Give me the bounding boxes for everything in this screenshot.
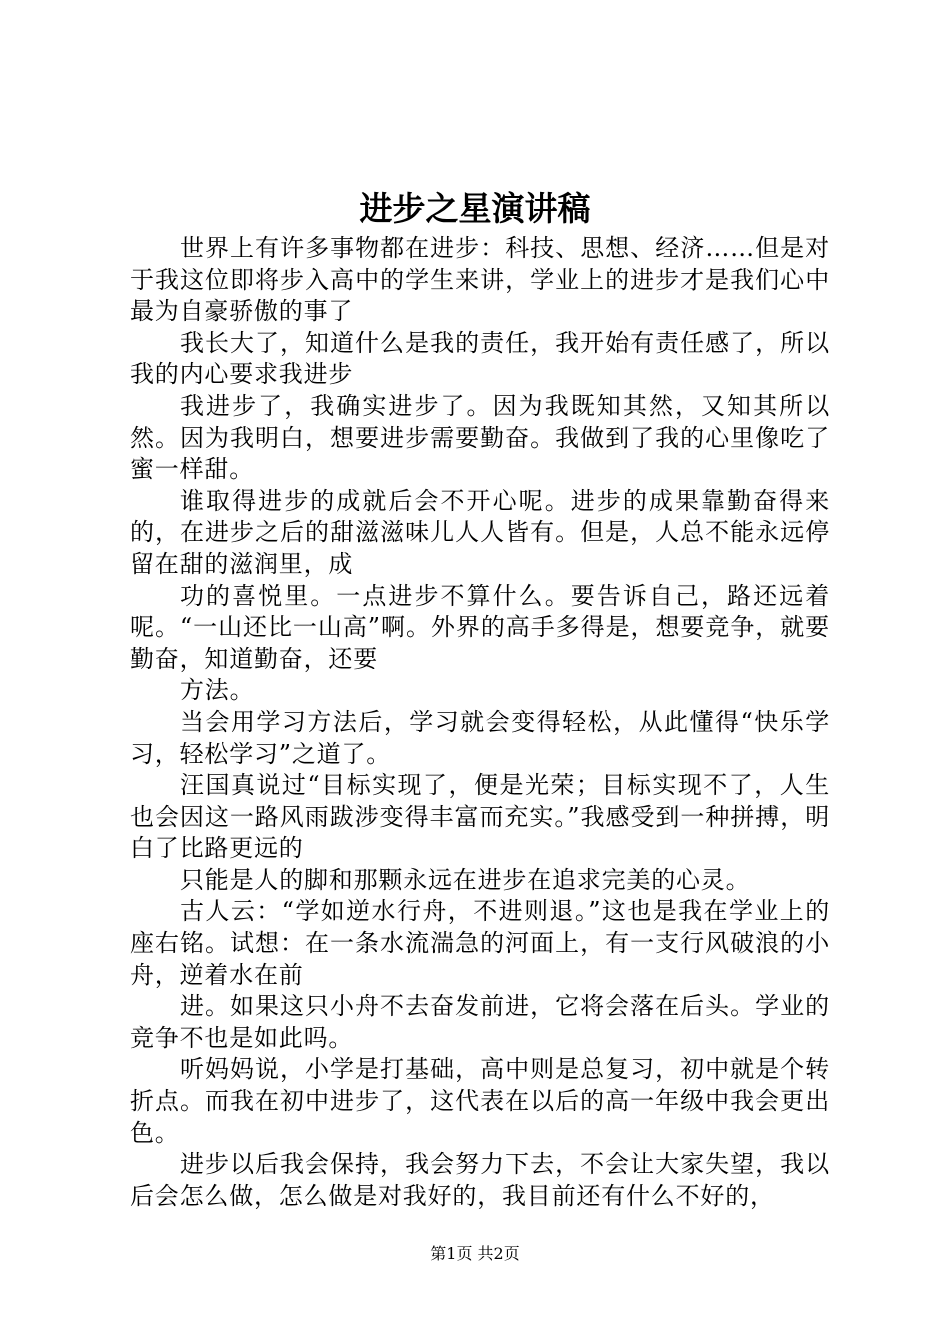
paragraph: 只能是人的脚和那颗永远在进步在追求完美的心灵。	[180, 865, 751, 894]
paragraph: 进。如果这只小舟不去奋发前进，它将会落在后头。学业的竞争不也是如此吗。	[130, 992, 830, 1052]
paragraph: 古人云：“学如逆水行舟，不进则退。”这也是我在学业上的座右铭。试想：在一条水流湍急的河面上，有一支行风破浪的小舟，逆着水在前	[130, 897, 830, 989]
document-body	[130, 233, 830, 1212]
page-number-indicator: 第1页 共2页	[430, 1244, 520, 1263]
paragraph: 我进步了，我确实进步了。因为我既知其然，又知其所以然。因为我明白，想要进步需要勤奋。我做到了我的心里像吃了蜜一样甜。	[130, 391, 830, 484]
paragraph: 方法。	[180, 676, 255, 705]
page-footer	[0, 1243, 950, 1265]
paragraph: 世界上有许多事物都在进步：科技、思想、经济……但是对于我这位即将步入高中的学生来讲，学业上的进步才是我们心中最为自豪骄傲的事了	[130, 234, 830, 326]
paragraph: 进步以后我会保持，我会努力下去，不会让大家失望，我以后会怎么做，怎么做是对我好的，我目前还有什么不好的，	[130, 1150, 830, 1210]
paragraph: 汪国真说过“目标实现了，便是光荣；目标实现不了，人生也会因这一路风雨跋涉变得丰富而充实。”我感受到一种拼搏，明白了比路更远的	[130, 771, 830, 863]
paragraph: 谁取得进步的成就后会不开心呢。进步的成果靠勤奋得来的，在进步之后的甜滋滋味儿人人皆有。但是，人总不能永远停留在甜的滋润里，成	[130, 486, 830, 578]
paragraph: 我长大了，知道什么是我的责任，我开始有责任感了，所以我的内心要求我进步	[130, 328, 830, 389]
document-title: 进步之星演讲稿	[359, 189, 591, 228]
paragraph: 听妈妈说，小学是打基础，高中则是总复习，初中就是个转折点。而我在初中进步了，这代表在以后的高一年级中我会更出色。	[130, 1055, 830, 1147]
paragraph: 功的喜悦里。一点进步不算什么。要告诉自己，路还远着呢。“一山还比一山高”啊。外界的高手多得是，想要竞争，就要勤奋，知道勤奋，还要	[130, 581, 830, 673]
paragraph: 当会用学习方法后，学习就会变得轻松，从此懂得“快乐学习，轻松学习”之道了。	[130, 707, 830, 768]
